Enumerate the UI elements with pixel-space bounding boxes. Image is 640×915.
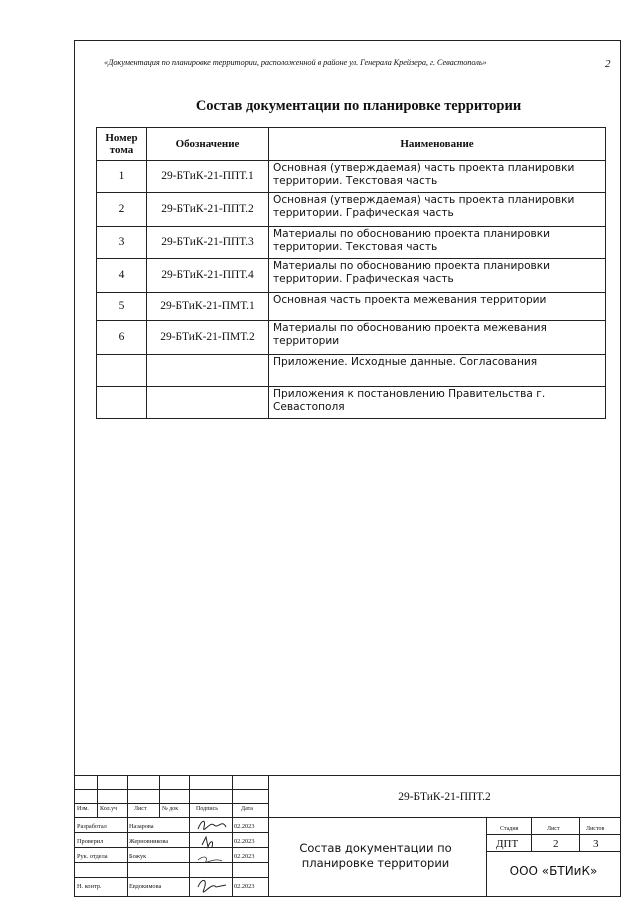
date-developed: 02.2023: [234, 823, 255, 830]
table-row: [97, 355, 606, 387]
signature-head: [198, 857, 222, 862]
table-header-row: [97, 128, 606, 161]
stage-value: ДПТ: [496, 838, 519, 850]
table-row: [97, 227, 606, 259]
sheet-header: Лист: [547, 826, 560, 832]
title-block-line: [74, 817, 268, 818]
title-block-line: [74, 847, 268, 848]
name-cell: Приложения к постановлению Правительства г. Севастополя: [269, 387, 606, 419]
table-row: [97, 161, 606, 193]
title-block-line: [74, 862, 268, 863]
title-block-line: [268, 817, 621, 818]
col-header-date: Дата: [241, 806, 253, 812]
title-block-line: [189, 775, 190, 897]
col-header-doc: № док: [162, 806, 179, 812]
organization-name: ООО «БТИиК»: [509, 864, 598, 878]
title-block-line: [74, 789, 268, 790]
contents-table: [96, 127, 606, 419]
title-block-line: [74, 877, 268, 878]
title-block-line: [127, 775, 128, 897]
table-row: [97, 293, 606, 321]
date-head: 02.2023: [234, 853, 255, 860]
name-cell: Материалы по обоснованию проекта планировки территории. Текстовая часть: [269, 227, 606, 259]
signature-norm-control: [198, 880, 226, 892]
signature-developed: [198, 821, 226, 829]
column-header-name: Наименование: [269, 128, 606, 161]
document-title: Состав документации по планировке территории: [195, 98, 522, 114]
sheets-value: 3: [593, 838, 599, 850]
col-header-izm: Изм.: [77, 806, 89, 812]
name-cell: Материалы по обоснованию проекта межевания территории: [269, 321, 606, 355]
sheets-header: Листов: [586, 826, 605, 832]
volume-number-cell: 1: [97, 161, 147, 193]
designation-cell: 29-БТиК-21-ППТ.2: [147, 193, 269, 227]
designation-cell: 29-БТиК-21-ПМТ.1: [147, 293, 269, 321]
volume-number-cell: 6: [97, 321, 147, 355]
name-norm-control: Евдокимова: [129, 883, 162, 890]
title-block-line: [97, 775, 98, 817]
table-row: [97, 259, 606, 293]
title-block-line: [579, 817, 580, 851]
name-cell: Приложение. Исходные данные. Согласования: [269, 355, 606, 387]
column-header-volume: Номер тома: [97, 128, 147, 161]
name-cell: Основная (утверждаемая) часть проекта планировки территории. Графическая часть: [269, 193, 606, 227]
designation-cell: 29-БТиК-21-ПМТ.2: [147, 321, 269, 355]
stage-header: Стадия: [500, 826, 519, 832]
role-checked: Проверил: [77, 838, 104, 845]
role-norm-control: Н. контр.: [77, 883, 102, 890]
col-header-kolych: Кол.уч: [100, 806, 118, 812]
name-head: Божук: [129, 853, 147, 860]
sheet-value: 2: [553, 838, 559, 850]
title-block-line: [232, 775, 233, 897]
designation-cell: 29-БТиК-21-ППТ.4: [147, 259, 269, 293]
title-block-line: [486, 851, 621, 852]
title-block-line: [531, 817, 532, 851]
designation-cell: 29-БТиК-21-ППТ.1: [147, 161, 269, 193]
name-checked: Жерновникова: [129, 838, 169, 845]
name-cell: Основная часть проекта межевания территории: [269, 293, 606, 321]
volume-number-cell: [97, 355, 147, 387]
designation-cell: 29-БТиК-21-ППТ.3: [147, 227, 269, 259]
volume-number-cell: [97, 387, 147, 419]
date-checked: 02.2023: [234, 838, 255, 845]
date-norm-control: 02.2023: [234, 883, 255, 890]
name-cell: Материалы по обоснованию проекта планировки территории. Графическая часть: [269, 259, 606, 293]
col-header-signature: Подпись: [196, 806, 219, 812]
title-block-designation: 29-БТиК-21-ППТ.2: [398, 791, 491, 803]
table-row: [97, 321, 606, 355]
col-header-list: Лист: [134, 806, 147, 812]
signatures-drawing: [192, 815, 232, 895]
title-block-line: [74, 803, 268, 804]
running-title: «Документация по планировке территории, расположенной в районе ул. Генерала Крейзера, г. Севастополь»: [104, 58, 487, 67]
volume-number-cell: 5: [97, 293, 147, 321]
designation-cell: [147, 355, 269, 387]
title-block-line: [486, 834, 621, 835]
role-head: Рук. отдела: [77, 853, 108, 860]
title-block-line: [159, 775, 160, 817]
name-developed: Назарова: [129, 823, 154, 830]
role-developed: Разработал: [77, 823, 107, 830]
signature-checked: [202, 837, 213, 847]
title-block-title: Состав документации по планировке территории: [299, 841, 452, 870]
designation-cell: [147, 387, 269, 419]
table-row: [97, 387, 606, 419]
page-number: 2: [605, 58, 611, 70]
name-cell: Основная (утверждаемая) часть проекта планировки территории. Текстовая часть: [269, 161, 606, 193]
title-block-line: [486, 817, 487, 897]
column-header-designation: Обозначение: [147, 128, 269, 161]
title-block-line: [74, 832, 268, 833]
volume-number-cell: 4: [97, 259, 147, 293]
volume-number-cell: 3: [97, 227, 147, 259]
volume-number-cell: 2: [97, 193, 147, 227]
table-row: [97, 193, 606, 227]
